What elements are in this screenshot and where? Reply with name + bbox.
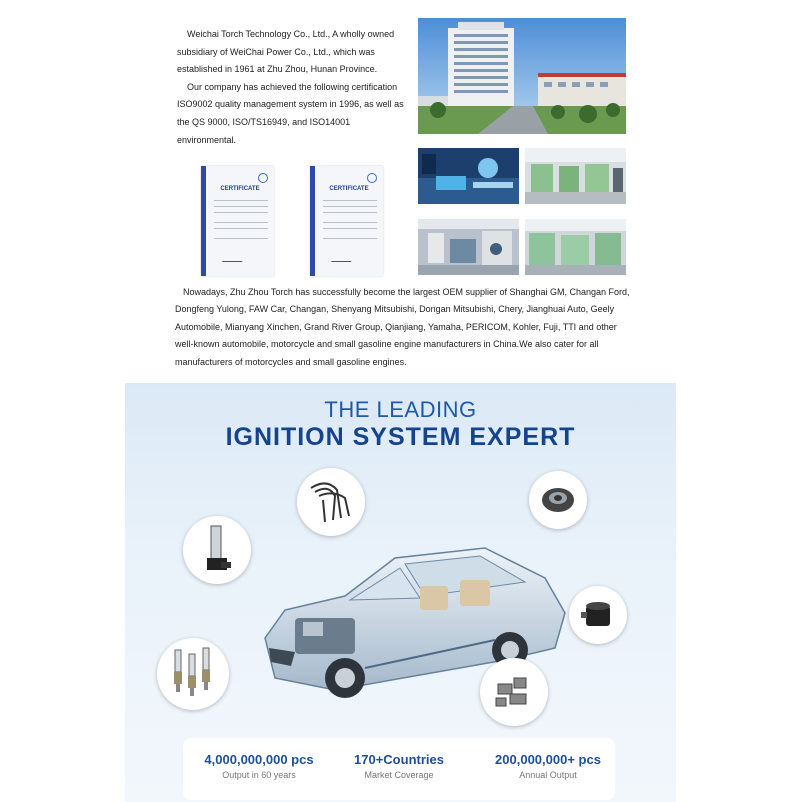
signature-icon <box>222 255 246 262</box>
stat-market-coverage <box>347 752 451 780</box>
factory-photo-4 <box>525 219 626 275</box>
ignition-banner <box>125 383 676 802</box>
certificate-1 <box>201 166 274 276</box>
certificate-2 <box>310 166 383 276</box>
stat-label: Output in 60 years <box>222 770 296 780</box>
stat-label: Market Coverage <box>364 770 434 780</box>
intro-paragraph-2: Our company has achieved the following certification ISO9002 quality management system in 1996, as well as the QS 9000, ISO/TS16949, and ISO14001 environmental. <box>177 81 404 145</box>
stat-value: 170+Countries <box>354 752 444 767</box>
banner-heading-line-2: IGNITION SYSTEM EXPERT <box>225 423 576 451</box>
intro-paragraph-1: Weichai Torch Technology Co., Ltd., A wholly owned subsidiary of WeiChai Power Co., Ltd., which was established in 1961 at Zhu Zhou, Hunan Province. <box>177 29 395 75</box>
bearing-seal-product <box>529 471 587 529</box>
ignition-coil-product <box>183 516 251 584</box>
certification-logo-icon <box>367 173 377 183</box>
certification-logo-icon <box>258 173 268 183</box>
stat-value: 4,000,000,000 pcs <box>204 752 314 767</box>
certificate-title: CERTIFICATE <box>329 186 369 192</box>
ignition-module-product <box>569 586 627 644</box>
factory-photo-1 <box>418 148 519 204</box>
customers-paragraph: Nowadays, Zhu Zhou Torch has successfully become the largest OEM supplier of Shanghai GM, Changan Ford, Dongfeng Yulong, FAW Car, Changan, Shenyang Mitsubishi, Dongan Mitsubishi, Chery, Jianghuai Auto, Geely Automobile, Mianyang Xinchen, Grand River Group, Qianjiang, Yamaha, PERICOM, Kohler, Fuji, TTI and other well-known automobile, motorcycle and small gasoline engine manufacturers in China.We also cater for all manufacturers of motorcycles and small gasoline engines. <box>175 287 630 367</box>
headquarters-photo <box>418 18 626 134</box>
spark-plug-product <box>157 638 229 710</box>
certificate-title: CERTIFICATE <box>220 186 260 192</box>
ignition-cable-product <box>297 468 365 536</box>
signature-icon <box>331 255 355 262</box>
banner-heading-line-1: THE LEADING <box>324 397 477 422</box>
factory-photo-3 <box>418 219 519 275</box>
stat-annual-output <box>483 752 613 780</box>
wiring-parts-product <box>480 658 548 726</box>
factory-photo-2 <box>525 148 626 204</box>
company-intro <box>177 26 409 149</box>
stats-panel <box>183 738 615 800</box>
stat-output-60-years <box>191 752 327 780</box>
stat-label: Annual Output <box>519 770 577 780</box>
stat-value: 200,000,000+ pcs <box>495 752 601 767</box>
